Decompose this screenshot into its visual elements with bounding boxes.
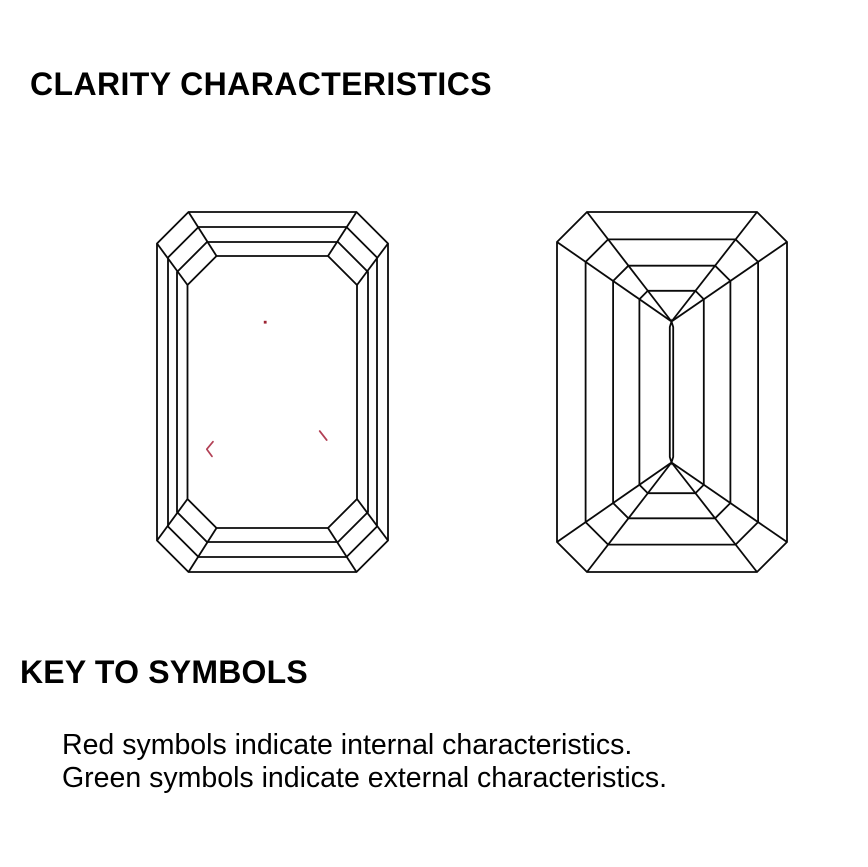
pavilion-corner-facet-line xyxy=(672,463,788,543)
crown-step-outline xyxy=(177,242,368,542)
clarity-section-title: CLARITY CHARACTERISTICS xyxy=(30,66,492,102)
feather-symbol xyxy=(207,442,213,457)
pavilion-corner-facet-line xyxy=(672,212,758,322)
pinpoint-symbol xyxy=(264,321,267,324)
pavilion-corner-facet-line xyxy=(557,463,672,543)
pavilion-corner-facet-line xyxy=(587,463,672,573)
clarity-symbols xyxy=(207,321,327,457)
pavilion-corner-facet-line xyxy=(587,212,672,322)
crown-step-outline xyxy=(168,227,377,557)
key-line-external: Green symbols indicate external characteristics. xyxy=(62,762,668,794)
crown-step-outline xyxy=(157,212,388,572)
crown-corner-facet-line xyxy=(328,212,357,256)
key-description xyxy=(62,729,667,795)
crown-view-diagram xyxy=(157,212,388,572)
key-line-internal: Red symbols indicate internal characteristics. xyxy=(62,729,633,761)
pavilion-step-outline xyxy=(613,266,730,519)
pavilion-view-diagram xyxy=(557,212,787,572)
pavilion-corner-facet-line xyxy=(672,463,758,573)
crown-corner-facet-line xyxy=(157,499,188,541)
key-to-symbols-title: KEY TO SYMBOLS xyxy=(20,654,308,690)
crown-step-outline xyxy=(188,256,358,528)
pavilion-corner-facet-line xyxy=(557,242,672,322)
pavilion-corner-facet-line xyxy=(672,242,788,322)
crown-corner-facet-line xyxy=(357,244,388,286)
pavilion-step-outline xyxy=(586,239,759,544)
pavilion-keel-line xyxy=(670,322,673,463)
needle-symbol xyxy=(320,431,327,440)
crown-corner-facet-line xyxy=(157,244,188,286)
crown-corner-facet-line xyxy=(328,528,357,572)
crown-corner-facet-line xyxy=(357,499,388,541)
